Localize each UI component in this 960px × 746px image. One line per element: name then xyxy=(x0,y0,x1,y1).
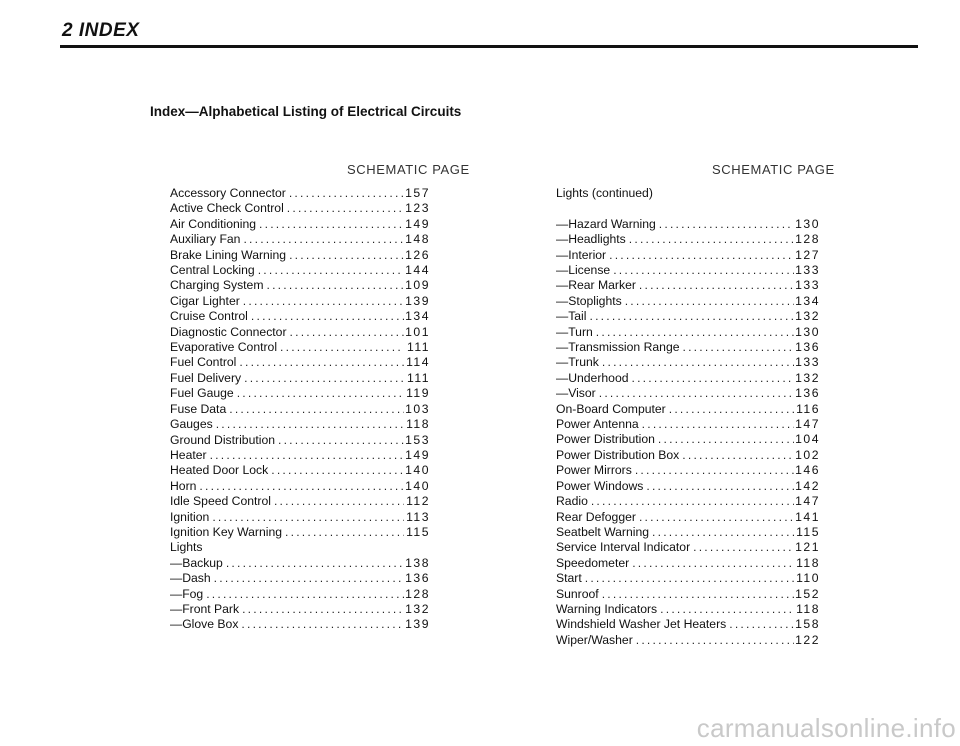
entry-label: Service Interval Indicator xyxy=(556,540,691,555)
dot-leader xyxy=(212,510,404,525)
entry-label: Accessory Connector xyxy=(170,186,286,200)
entry-label: On-Board Computer xyxy=(556,401,666,416)
dot-leader xyxy=(669,402,794,417)
dot-leader xyxy=(636,633,794,648)
dot-leader xyxy=(229,402,404,417)
dot-leader xyxy=(271,463,404,478)
index-entry xyxy=(556,355,820,370)
dot-leader xyxy=(242,602,404,617)
entry-page-number: 132 xyxy=(405,601,430,616)
entry-label: Lights xyxy=(170,540,203,555)
index-entry xyxy=(556,479,820,494)
dot-leader xyxy=(602,355,794,370)
dot-leader xyxy=(241,617,404,632)
entry-page-number: 139 xyxy=(405,617,430,632)
entry-page-number: 127 xyxy=(795,247,820,262)
entry-page-number: 158 xyxy=(795,617,820,632)
index-entry xyxy=(170,232,430,247)
index-entry xyxy=(170,402,430,417)
entry-page-number: 128 xyxy=(795,232,820,247)
entry-page-number: 110 xyxy=(796,571,820,586)
dot-leader xyxy=(251,309,404,324)
right-subheading xyxy=(556,186,820,201)
entry-page-number: 149 xyxy=(405,447,430,462)
dot-leader xyxy=(259,217,404,232)
index-entry xyxy=(556,587,820,602)
index-entry xyxy=(170,263,430,278)
entry-page-number: 118 xyxy=(406,417,430,432)
index-entry xyxy=(556,525,820,540)
dot-leader xyxy=(258,263,404,278)
index-entry xyxy=(556,340,820,355)
entry-page-number: 109 xyxy=(405,278,430,293)
index-entry xyxy=(170,278,430,293)
entry-label: Active Check Control xyxy=(170,201,284,216)
entry-page-number: 146 xyxy=(795,463,820,478)
entry-label: Central Locking xyxy=(170,263,255,278)
entry-label: —Dash xyxy=(170,571,211,586)
dot-leader xyxy=(599,386,794,401)
dot-leader xyxy=(682,448,794,463)
index-entry xyxy=(556,386,820,401)
entry-label: Sunroof xyxy=(556,586,599,601)
right-index-entries xyxy=(556,217,820,648)
entry-label: Fuel Delivery xyxy=(170,370,242,385)
entry-label: Cigar Lighter xyxy=(170,293,240,308)
entry-page-number: 123 xyxy=(405,201,430,216)
index-entry xyxy=(556,278,820,293)
entry-page-number: 113 xyxy=(406,509,430,524)
index-entry xyxy=(170,201,430,216)
entry-page-number: 118 xyxy=(796,601,820,616)
entry-label: —Visor xyxy=(556,386,596,401)
entry-page-number: 102 xyxy=(795,447,820,462)
entry-page-number: 147 xyxy=(795,417,820,432)
index-entry xyxy=(170,525,430,540)
entry-label: Ground Distribution xyxy=(170,432,275,447)
right-index-list xyxy=(556,186,820,648)
entry-label: Power Windows xyxy=(556,478,644,493)
index-entry xyxy=(170,186,430,201)
dot-leader xyxy=(639,510,794,525)
entry-page-number: 136 xyxy=(795,340,820,355)
entry-page-number: 132 xyxy=(795,370,820,385)
entry-page-number: 128 xyxy=(405,586,430,601)
dot-leader xyxy=(658,432,794,447)
entry-label: Power Distribution Box xyxy=(556,447,680,462)
entry-page-number: 133 xyxy=(795,263,820,278)
entry-page-number: 144 xyxy=(405,263,430,278)
index-entry xyxy=(556,217,820,232)
dot-leader xyxy=(729,617,794,632)
dot-leader xyxy=(625,294,794,309)
entry-label: Warning Indicators xyxy=(556,601,658,616)
index-entry xyxy=(170,617,430,632)
entry-label: Ignition Key Warning xyxy=(170,524,283,539)
entry-page-number: 138 xyxy=(405,555,430,570)
index-entry xyxy=(170,494,430,509)
entry-label: —Rear Marker xyxy=(556,278,636,293)
entry-page-number: 115 xyxy=(406,524,430,539)
dot-leader xyxy=(585,571,794,586)
index-entry xyxy=(556,371,820,386)
entry-page-number: 149 xyxy=(405,216,430,231)
entry-page-number: 132 xyxy=(795,309,820,324)
index-entry xyxy=(556,232,820,247)
index-entry xyxy=(556,263,820,278)
dot-leader xyxy=(629,232,794,247)
dot-leader xyxy=(239,355,404,370)
entry-label: —Headlights xyxy=(556,232,626,247)
right-column-heading: SCHEMATIC PAGE xyxy=(712,162,835,177)
entry-label: Fuel Gauge xyxy=(170,386,234,401)
entry-label: Brake Lining Warning xyxy=(170,247,287,262)
index-entry xyxy=(170,386,430,401)
index-entry xyxy=(170,433,430,448)
entry-page-number: 111 xyxy=(406,340,430,355)
dot-leader xyxy=(683,340,795,355)
dot-leader xyxy=(609,248,794,263)
index-entry xyxy=(170,479,430,494)
index-entry xyxy=(170,587,430,602)
entry-page-number: 122 xyxy=(795,632,820,647)
lights-continued-label: Lights (continued) xyxy=(556,186,653,200)
dot-leader xyxy=(660,602,794,617)
entry-page-number: 133 xyxy=(795,278,820,293)
left-index-list xyxy=(170,186,430,633)
index-entry xyxy=(170,463,430,478)
dot-leader xyxy=(639,278,794,293)
entry-label: Air Conditioning xyxy=(170,216,257,231)
entry-page-number: 153 xyxy=(405,432,430,447)
entry-page-number: 130 xyxy=(795,324,820,339)
entry-page-number: 103 xyxy=(405,401,430,416)
dot-leader xyxy=(596,325,794,340)
entry-label: Speedometer xyxy=(556,555,630,570)
entry-page-number: 119 xyxy=(406,386,430,401)
dot-leader xyxy=(642,417,794,432)
dot-leader xyxy=(290,325,404,340)
dot-leader xyxy=(602,587,794,602)
index-entry xyxy=(556,540,820,555)
entry-page-number: 126 xyxy=(405,247,430,262)
index-entry xyxy=(170,540,430,555)
index-entry xyxy=(170,217,430,232)
dot-leader xyxy=(214,571,404,586)
entry-page-number: 130 xyxy=(795,216,820,231)
entry-page-number: 115 xyxy=(796,524,820,539)
dot-leader xyxy=(289,186,404,201)
section-title: Index—Alphabetical Listing of Electrical Circuits xyxy=(150,104,462,119)
index-entry xyxy=(170,602,430,617)
entry-label: —Interior xyxy=(556,247,607,262)
entry-page-number: 142 xyxy=(795,478,820,493)
entry-label: Fuel Control xyxy=(170,355,237,370)
index-entry xyxy=(556,325,820,340)
dot-leader xyxy=(289,248,404,263)
dot-leader xyxy=(646,479,794,494)
entry-page-number: 112 xyxy=(406,494,430,509)
entry-page-number: 152 xyxy=(795,586,820,601)
index-entry xyxy=(556,494,820,509)
index-entry xyxy=(556,417,820,432)
dot-leader xyxy=(199,479,404,494)
dot-leader xyxy=(659,217,794,232)
entry-page-number: 114 xyxy=(406,355,430,370)
entry-label: —Fog xyxy=(170,586,204,601)
entry-label: Horn xyxy=(170,478,197,493)
dot-leader xyxy=(210,448,404,463)
dot-leader xyxy=(266,278,404,293)
entry-page-number: 140 xyxy=(405,463,430,478)
entry-page-number: 101 xyxy=(405,324,430,339)
index-entry xyxy=(170,355,430,370)
header-rule xyxy=(60,45,918,48)
entry-label: Auxiliary Fan xyxy=(170,232,241,247)
index-entry xyxy=(170,294,430,309)
entry-page-number: 133 xyxy=(795,355,820,370)
entry-page-number: 121 xyxy=(795,540,820,555)
index-entry xyxy=(556,448,820,463)
index-entry xyxy=(170,556,430,571)
index-entry xyxy=(170,340,430,355)
entry-label: —Underhood xyxy=(556,370,629,385)
entry-label: Gauges xyxy=(170,417,213,432)
index-entry xyxy=(170,448,430,463)
entry-label: —Transmission Range xyxy=(556,340,680,355)
dot-leader xyxy=(226,556,404,571)
dot-leader xyxy=(591,494,794,509)
entry-page-number: 148 xyxy=(405,232,430,247)
index-entry xyxy=(556,402,820,417)
index-entry xyxy=(556,432,820,447)
index-entry xyxy=(556,463,820,478)
index-entry xyxy=(170,325,430,340)
dot-leader xyxy=(652,525,794,540)
entry-label: Evaporative Control xyxy=(170,340,278,355)
dot-leader xyxy=(244,371,404,386)
entry-page-number: 136 xyxy=(795,386,820,401)
dot-leader xyxy=(274,494,404,509)
watermark: carmanualsonline.info xyxy=(696,713,956,743)
index-entry xyxy=(556,633,820,648)
dot-leader xyxy=(243,232,404,247)
entry-label: Heated Door Lock xyxy=(170,463,269,478)
entry-label: —Turn xyxy=(556,324,593,339)
dot-leader xyxy=(237,386,404,401)
entry-page-number: 116 xyxy=(796,401,820,416)
entry-page-number: 134 xyxy=(795,293,820,308)
dot-leader xyxy=(613,263,794,278)
dot-leader xyxy=(285,525,404,540)
entry-label: Charging System xyxy=(170,278,264,293)
entry-page-number: 118 xyxy=(796,555,820,570)
entry-page-number: 141 xyxy=(795,509,820,524)
entry-label: —Front Park xyxy=(170,601,240,616)
index-entry xyxy=(556,510,820,525)
dot-leader xyxy=(632,556,794,571)
index-entry xyxy=(556,617,820,632)
entry-page-number: 104 xyxy=(795,432,820,447)
entry-label: —Stoplights xyxy=(556,293,622,308)
dot-leader xyxy=(280,340,404,355)
index-entry xyxy=(170,510,430,525)
index-entry xyxy=(170,248,430,263)
entry-label: Wiper/Washer xyxy=(556,632,633,647)
dot-leader xyxy=(216,417,404,432)
entry-label: Rear Defogger xyxy=(556,509,636,524)
entry-label: —Glove Box xyxy=(170,617,239,632)
entry-page-number: 134 xyxy=(405,309,430,324)
index-entry xyxy=(556,556,820,571)
dot-leader xyxy=(243,294,404,309)
entry-label: —Backup xyxy=(170,555,223,570)
entry-label: Cruise Control xyxy=(170,309,248,324)
dot-leader xyxy=(635,463,794,478)
index-entry xyxy=(170,571,430,586)
spacer xyxy=(556,201,820,216)
entry-page-number: 140 xyxy=(405,478,430,493)
entry-page-number: 139 xyxy=(405,293,430,308)
entry-label: Windshield Washer Jet Heaters xyxy=(556,617,727,632)
left-column-heading: SCHEMATIC PAGE xyxy=(347,162,470,177)
entry-label: Power Mirrors xyxy=(556,463,632,478)
entry-label: Idle Speed Control xyxy=(170,494,271,509)
entry-label: —Tail xyxy=(556,309,587,324)
entry-label: Radio xyxy=(556,494,588,509)
dot-leader xyxy=(589,309,794,324)
entry-label: Power Distribution xyxy=(556,432,655,447)
index-entry xyxy=(556,294,820,309)
entry-label: Ignition xyxy=(170,509,210,524)
entry-page-number: 136 xyxy=(405,571,430,586)
entry-page-number: 157 xyxy=(405,186,430,200)
entry-label: Diagnostic Connector xyxy=(170,324,287,339)
index-entry xyxy=(556,309,820,324)
entry-label: Power Antenna xyxy=(556,417,639,432)
index-entry xyxy=(556,571,820,586)
index-entry xyxy=(556,602,820,617)
index-entry xyxy=(170,371,430,386)
index-entry xyxy=(556,248,820,263)
index-entry xyxy=(170,309,430,324)
dot-leader xyxy=(632,371,795,386)
entry-label: Start xyxy=(556,571,582,586)
entry-page-number: 147 xyxy=(795,494,820,509)
dot-leader xyxy=(693,540,794,555)
entry-label: —License xyxy=(556,263,611,278)
dot-leader xyxy=(278,433,404,448)
entry-label: Heater xyxy=(170,447,207,462)
entry-label: Fuse Data xyxy=(170,401,227,416)
entry-label: —Trunk xyxy=(556,355,599,370)
dot-leader xyxy=(206,587,404,602)
entry-label: —Hazard Warning xyxy=(556,216,656,231)
entry-page-number: 111 xyxy=(406,370,430,385)
page-header: 2 INDEX xyxy=(62,20,140,41)
index-entry xyxy=(170,417,430,432)
dot-leader xyxy=(287,201,404,216)
entry-label: Seatbelt Warning xyxy=(556,524,650,539)
